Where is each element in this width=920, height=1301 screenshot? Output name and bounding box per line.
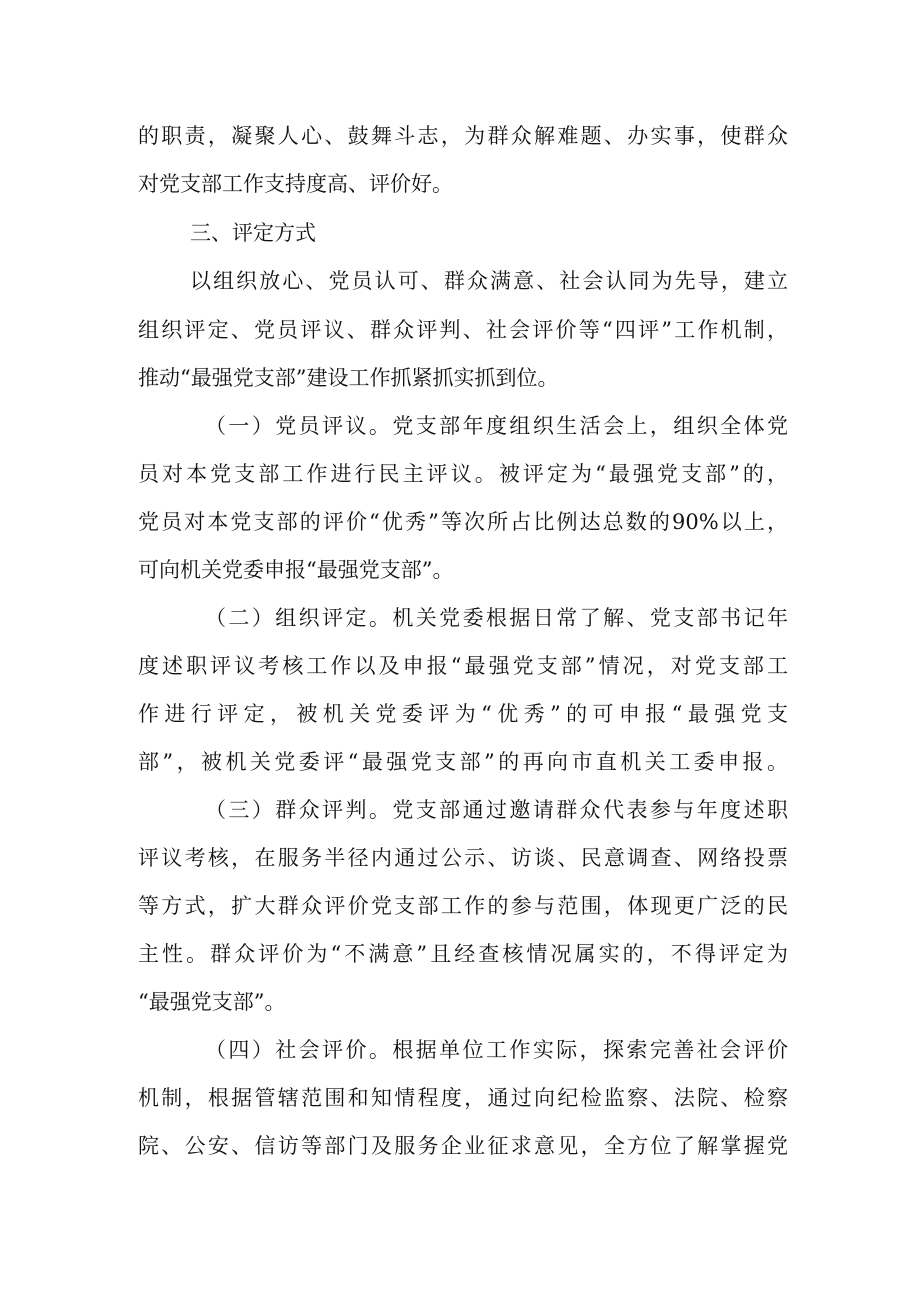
text-line: （二）组织评定。机关党委根据日常了解、党支部书记年 bbox=[205, 606, 788, 630]
text-line: “最强党支部”。 bbox=[138, 990, 286, 1014]
text-line: 对党支部工作支持度高、评价好。 bbox=[138, 172, 453, 196]
text-line: 的职责，凝聚人心、鼓舞斗志，为群众解难题、办实事，使群众 bbox=[138, 124, 788, 148]
text-line: 评议考核，在服务半径内通过公示、访谈、民意调查、网络投票 bbox=[138, 846, 788, 870]
text-line: 可向机关党委申报“最强党支部”。 bbox=[138, 558, 454, 582]
text-line: 度述职评议考核工作以及申报“最强党支部”情况，对党支部工 bbox=[138, 654, 788, 678]
text-line: （四）社会评价。根据单位工作实际，探索完善社会评价 bbox=[205, 1038, 788, 1062]
text-line: （一）党员评议。党支部年度组织生活会上，组织全体党 bbox=[205, 414, 788, 438]
text-line: 院、公安、信访等部门及服务企业征求意见，全方位了解掌握党 bbox=[138, 1134, 788, 1158]
text-line: 员对本党支部工作进行民主评议。被评定为“最强党支部”的， bbox=[138, 462, 788, 486]
text-line: 机制，根据管辖范围和知情程度，通过向纪检监察、法院、检察 bbox=[138, 1086, 788, 1110]
text-line: （三）群众评判。党支部通过邀请群众代表参与年度述职 bbox=[205, 798, 788, 822]
text-line: 推动“最强党支部”建设工作抓紧抓实抓到位。 bbox=[138, 366, 559, 390]
text-line: 部”，被机关党委评“最强党支部”的再向市直机关工委申报。 bbox=[138, 750, 788, 774]
text-line: 等方式，扩大群众评价党支部工作的参与范围，体现更广泛的民 bbox=[138, 894, 788, 918]
text-line: 党员对本党支部的评价“优秀”等次所占比例达总数的90%以上， bbox=[138, 510, 788, 534]
text-line: 组织评定、党员评议、群众评判、社会评价等“四评”工作机制， bbox=[138, 318, 788, 342]
text-line: 作进行评定，被机关党委评为“优秀”的可申报“最强党支 bbox=[138, 702, 788, 726]
section-heading: 三、评定方式 bbox=[190, 221, 316, 245]
text-line: 主性。群众评价为“不满意”且经查核情况属实的，不得评定为 bbox=[138, 942, 788, 966]
text-line: 以组织放心、党员认可、群众满意、社会认同为先导，建立 bbox=[190, 269, 788, 293]
